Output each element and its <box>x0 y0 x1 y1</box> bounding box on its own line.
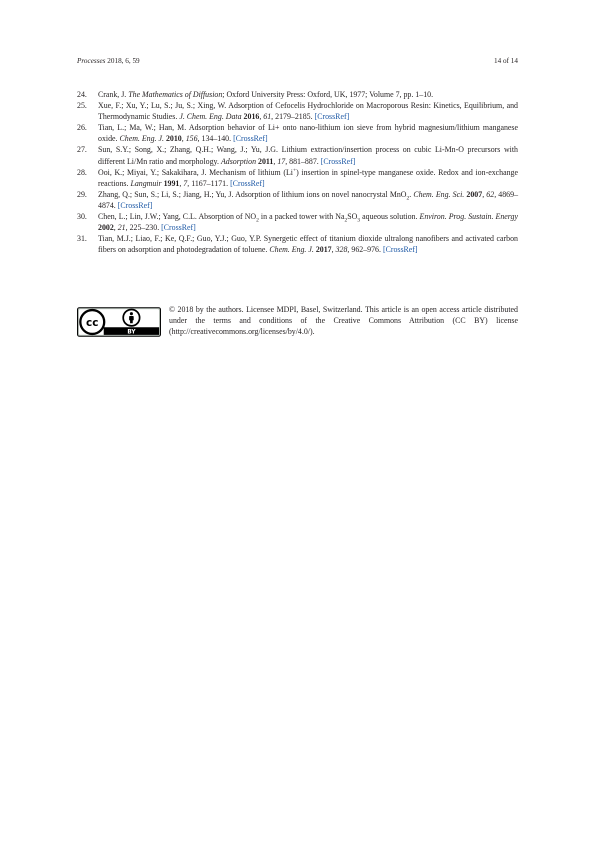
reference-fragment: aqueous solution. <box>360 212 420 222</box>
reference-fragment: 156 <box>185 134 198 144</box>
reference-number: 31. <box>77 234 87 244</box>
reference-fragment: , 881–887. <box>285 156 321 166</box>
reference-fragment: Adsorption <box>220 156 257 166</box>
reference-item <box>77 211 518 233</box>
reference-fragment: 2010 <box>165 134 182 144</box>
reference-fragment: 1991 <box>163 178 180 188</box>
reference-text <box>98 89 518 100</box>
reference-fragment: Chem. Eng. Sci. <box>413 189 465 199</box>
reference-number: 27. <box>77 145 87 155</box>
reference-fragment: 2 <box>344 217 348 224</box>
reference-fragment: + <box>293 167 297 174</box>
crossref-link[interactable]: [CrossRef] <box>314 112 350 122</box>
by-logo-text: BY <box>127 329 136 336</box>
reference-item <box>77 189 518 211</box>
reference-fragment: Crank, J. <box>98 90 129 99</box>
reference-fragment: . <box>409 189 414 199</box>
reference-fragment: The Mathematics of Diffusion <box>128 90 223 99</box>
reference-fragment: 2002 <box>98 223 114 233</box>
reference-fragment: Chem. Eng. J. <box>269 245 314 255</box>
reference-number: 30. <box>77 212 87 222</box>
reference-item <box>77 100 518 122</box>
license-block <box>77 304 518 337</box>
reference-fragment: 2 <box>256 217 259 224</box>
reference-fragment: Xue, F.; Xu, Y.; Lu, S.; Ju, S.; Xing, W. Adsorption of Cefocelis Hydrochloride on Macroporous Resin: Kinetics, Equilibrium, and Thermodynamic Studies. <box>98 101 518 122</box>
reference-fragment: Ooi, K.; Miyai, Y.; Sakakihara, J. Mechanism of lithium (Li <box>98 167 293 177</box>
journal-name: Processes <box>77 57 106 65</box>
reference-fragment: 21 <box>117 223 126 233</box>
reference-fragment: Chem. Eng. J. <box>119 134 164 144</box>
reference-number: 29. <box>77 189 87 199</box>
journal-volume: 2018, 6, 59 <box>107 57 140 65</box>
reference-fragment: 62 <box>486 189 495 199</box>
reference-fragment: 2016 <box>243 112 260 122</box>
reference-text <box>98 233 518 255</box>
reference-text <box>98 211 518 233</box>
reference-item <box>77 122 518 144</box>
reference-fragment: Langmuir <box>130 178 162 188</box>
crossref-link[interactable]: [CrossRef] <box>320 156 356 166</box>
reference-number: 26. <box>77 123 87 133</box>
reference-item <box>77 144 518 166</box>
reference-fragment: 2017 <box>315 245 332 255</box>
reference-fragment: , 962–976. <box>347 245 383 255</box>
reference-fragment: 7 <box>183 178 188 188</box>
reference-fragment: , 1167–1171. <box>187 178 231 188</box>
reference-number: 24. <box>77 90 87 99</box>
reference-fragment: , <box>331 245 336 255</box>
reference-fragment: 2011 <box>258 156 274 166</box>
reference-number: 28. <box>77 167 87 177</box>
reference-fragment: Environ. Prog. Sustain. Energy <box>419 212 519 222</box>
reference-list <box>77 89 518 255</box>
crossref-link[interactable]: [CrossRef] <box>233 134 268 144</box>
reference-fragment: Sun, S.Y.; Song, X.; Zhang, Q.H.; Wang, J.; Yu, J.G. Lithium extraction/insertion process on cubic Li-Mn-O precursors with different Li/Mn ratio and morphology. <box>98 145 518 166</box>
reference-text <box>98 122 518 144</box>
reference-fragment: , <box>273 156 278 166</box>
reference-fragment: 61 <box>263 112 272 122</box>
reference-fragment: , <box>179 178 184 188</box>
reference-fragment: SO <box>347 212 358 222</box>
reference-fragment: in a packed tower with Na <box>258 212 345 222</box>
crossref-link[interactable]: [CrossRef] <box>161 223 196 233</box>
reference-fragment: ) insertion in spinel-type manganese oxide. Redox and ion-exchange reactions. <box>98 167 518 188</box>
reference-fragment: , 134–140. <box>197 134 234 144</box>
reference-item <box>77 233 518 255</box>
reference-item <box>77 89 518 100</box>
reference-number: 25. <box>77 101 87 111</box>
crossref-link[interactable]: [CrossRef] <box>382 245 418 255</box>
reference-fragment: Zhang, Q.; Sun, S.; Li, S.; Jiang, H.; Yu, J. Adsorption of lithium ions on novel nanocrystal MnO <box>98 189 407 199</box>
reference-fragment: 3 <box>357 217 361 224</box>
reference-text <box>98 100 518 122</box>
reference-text <box>98 144 518 166</box>
page-number: 14 of 14 <box>494 57 518 65</box>
cc-logo-text: cc <box>86 316 99 329</box>
reference-fragment: Tian, M.J.; Liao, F.; Ke, Q.F.; Guo, Y.J.; Guo, Y.P. Synergetic effect of titanium dioxide ultralong nanofibers and activated carbon fibers on adsorption and photodegradation of toluene. <box>98 234 518 255</box>
reference-fragment: J. Chem. Eng. Data <box>179 112 242 122</box>
reference-fragment: Chen, L.; Lin, J.W.; Yang, C.L. Absorption of NO <box>98 212 257 222</box>
reference-text <box>98 167 518 189</box>
reference-fragment: 328 <box>335 245 348 255</box>
reference-fragment: , 2179–2185. <box>271 112 315 122</box>
reference-fragment: , <box>181 134 186 144</box>
reference-fragment: , <box>482 189 487 199</box>
cc-by-logo-icon[interactable] <box>77 307 161 337</box>
reference-fragment: 2007 <box>466 189 483 199</box>
reference-fragment: 2 <box>406 195 410 202</box>
reference-fragment: , <box>259 112 264 122</box>
crossref-link[interactable]: [CrossRef] <box>117 200 153 210</box>
reference-fragment: , 225–230. <box>125 223 162 233</box>
reference-text <box>98 189 518 211</box>
reference-fragment: ; Oxford University Press: Oxford, UK, 1977; Volume 7, pp. 1–10. <box>222 90 434 99</box>
reference-fragment: Tian, L.; Ma, W.; Han, M. Adsorption behavior of Li+ onto nano-lithium ion sieve from hybrid magnesium/lithium manganese oxide. <box>98 123 518 144</box>
reference-item <box>77 167 518 189</box>
crossref-link[interactable]: [CrossRef] <box>230 178 265 188</box>
license-text: © 2018 by the authors. Licensee MDPI, Basel, Switzerland. This article is an open access article distributed under the terms and conditions of the Creative Commons Attribution (CC BY) license (http://creativecommons.org/licenses/by/4.0/). <box>169 305 518 337</box>
header-citation <box>77 57 140 65</box>
reference-fragment: , 4869–4874. <box>98 189 519 210</box>
reference-fragment: 17 <box>277 156 286 166</box>
page-header <box>77 57 518 65</box>
reference-fragment: , <box>113 223 118 233</box>
